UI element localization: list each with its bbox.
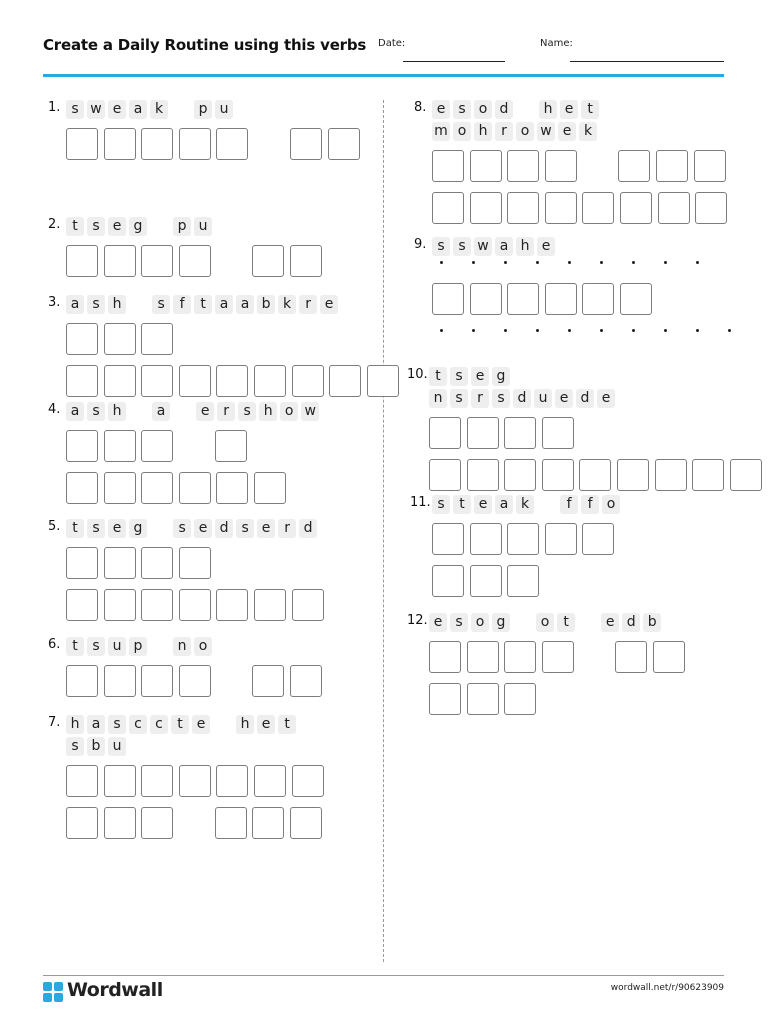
letter-tile: u — [534, 389, 552, 408]
answer-box[interactable] — [582, 283, 614, 315]
answer-box[interactable] — [545, 150, 577, 182]
answer-box[interactable] — [66, 547, 98, 579]
answer-box[interactable] — [467, 683, 499, 715]
answer-box[interactable] — [470, 523, 502, 555]
letter-tile: u — [108, 737, 126, 756]
answer-box[interactable] — [470, 192, 502, 224]
letter-tile: s — [492, 389, 510, 408]
answer-box[interactable] — [141, 430, 173, 462]
letter-tile: t — [581, 100, 599, 119]
letter-tile: o — [194, 637, 212, 656]
question-number: 2. — [48, 217, 61, 232]
letter-tile: s — [173, 519, 191, 538]
letter-tile: f — [581, 495, 599, 514]
answer-box[interactable] — [429, 417, 461, 449]
answer-box[interactable] — [504, 641, 536, 673]
answer-box[interactable] — [507, 283, 539, 315]
answer-box[interactable] — [66, 323, 98, 355]
answer-box[interactable] — [290, 245, 322, 277]
letter-tile: w — [301, 402, 319, 421]
letter-tile: h — [108, 402, 126, 421]
letter-tile: t — [453, 495, 471, 514]
answer-box[interactable] — [579, 459, 611, 491]
letter-tile: h — [259, 402, 277, 421]
letter-tile: e — [537, 237, 555, 256]
answer-box[interactable] — [290, 807, 322, 839]
answer-box[interactable] — [432, 192, 464, 224]
column-divider — [383, 100, 384, 962]
letter-tile: s — [87, 217, 105, 236]
letter-tile: e — [601, 613, 619, 632]
letter-tile: e — [257, 519, 275, 538]
letter-tile: p — [129, 637, 147, 656]
page-title: Create a Daily Routine using this verbs — [43, 36, 367, 54]
letter-tile: d — [215, 519, 233, 538]
name-label: Name: — [540, 38, 573, 49]
letter-tile: e — [429, 613, 447, 632]
answer-box[interactable] — [66, 430, 98, 462]
footer-url: wordwall.net/r/90623909 — [610, 983, 724, 993]
answer-box[interactable] — [141, 589, 173, 621]
letter-tile: b — [87, 737, 105, 756]
letter-tile: d — [622, 613, 640, 632]
answer-box[interactable] — [104, 547, 136, 579]
answer-box[interactable] — [290, 665, 322, 697]
question-number: 8. — [414, 100, 427, 115]
letter-tile: s — [450, 613, 468, 632]
answer-box[interactable] — [470, 283, 502, 315]
letter-tile: s — [87, 637, 105, 656]
letter-tile: u — [215, 100, 233, 119]
answer-box[interactable] — [179, 472, 211, 504]
letter-tile: w — [474, 237, 492, 256]
letter-tile: s — [432, 237, 450, 256]
answer-box[interactable] — [329, 365, 361, 397]
letter-tile: k — [516, 495, 534, 514]
letter-tile: e — [560, 100, 578, 119]
answer-box[interactable] — [467, 417, 499, 449]
letter-tile: t — [66, 519, 84, 538]
answer-box[interactable] — [179, 245, 211, 277]
answer-box[interactable] — [429, 459, 461, 491]
answer-box[interactable] — [66, 128, 98, 160]
letter-tile: b — [643, 613, 661, 632]
letter-tile: t — [278, 715, 296, 734]
answer-box[interactable] — [215, 807, 247, 839]
letter-tile: e — [192, 715, 210, 734]
answer-box[interactable] — [216, 589, 248, 621]
answer-box[interactable] — [216, 765, 248, 797]
answer-box[interactable] — [432, 150, 464, 182]
question-number: 12. — [407, 613, 428, 628]
answer-box[interactable] — [104, 430, 136, 462]
answer-box[interactable] — [507, 192, 539, 224]
letter-tile: e — [558, 122, 576, 141]
letter-tile: t — [429, 367, 447, 386]
answer-box[interactable] — [141, 128, 173, 160]
letter-tile: e — [257, 715, 275, 734]
letter-tile: o — [471, 613, 489, 632]
letter-tile: u — [108, 637, 126, 656]
letter-tile: t — [66, 217, 84, 236]
answer-box[interactable] — [432, 283, 464, 315]
answer-box[interactable] — [292, 365, 324, 397]
answer-box[interactable] — [254, 765, 286, 797]
answer-box[interactable] — [658, 192, 690, 224]
letter-tile: s — [432, 495, 450, 514]
answer-box[interactable] — [141, 665, 173, 697]
letter-tile: n — [173, 637, 191, 656]
answer-box[interactable] — [141, 323, 173, 355]
question-number: 6. — [48, 637, 61, 652]
letter-tile: r — [299, 295, 317, 314]
letter-tile: t — [557, 613, 575, 632]
answer-box[interactable] — [730, 459, 762, 491]
letter-tile: h — [236, 715, 254, 734]
answer-box[interactable] — [179, 365, 211, 397]
answer-box[interactable] — [104, 365, 136, 397]
letter-tile: h — [516, 237, 534, 256]
answer-box[interactable] — [617, 459, 649, 491]
answer-box[interactable] — [582, 523, 614, 555]
letter-tile: o — [536, 613, 554, 632]
answer-box[interactable] — [656, 150, 688, 182]
letter-tile: k — [579, 122, 597, 141]
letter-tile: n — [429, 389, 447, 408]
letter-tile: e — [108, 100, 126, 119]
letter-tile: s — [108, 715, 126, 734]
answer-box[interactable] — [104, 589, 136, 621]
letter-tile: a — [66, 402, 84, 421]
answer-box[interactable] — [141, 472, 173, 504]
letter-tile: d — [495, 100, 513, 119]
answer-box[interactable] — [141, 765, 173, 797]
answer-box[interactable] — [328, 128, 360, 160]
letter-tile: s — [453, 100, 471, 119]
answer-box[interactable] — [695, 192, 727, 224]
answer-box[interactable] — [141, 547, 173, 579]
answer-box[interactable] — [620, 283, 652, 315]
answer-box[interactable] — [467, 459, 499, 491]
answer-box[interactable] — [252, 807, 284, 839]
letter-tile: k — [150, 100, 168, 119]
letter-tile: g — [129, 217, 147, 236]
letter-tile: s — [238, 402, 256, 421]
answer-box[interactable] — [179, 547, 211, 579]
date-field-line[interactable] — [403, 61, 505, 62]
answer-box[interactable] — [254, 365, 286, 397]
answer-box[interactable] — [216, 472, 248, 504]
letter-tile: g — [129, 519, 147, 538]
letter-tile: h — [108, 295, 126, 314]
letter-tile: r — [217, 402, 235, 421]
letter-tile: r — [471, 389, 489, 408]
answer-box[interactable] — [582, 192, 614, 224]
answer-box[interactable] — [504, 417, 536, 449]
letter-tile: a — [129, 100, 147, 119]
letter-tile: s — [236, 519, 254, 538]
answer-box[interactable] — [504, 683, 536, 715]
answer-box[interactable] — [545, 192, 577, 224]
letter-tile: p — [173, 217, 191, 236]
answer-box[interactable] — [179, 589, 211, 621]
answer-box[interactable] — [615, 641, 647, 673]
answer-box[interactable] — [620, 192, 652, 224]
letter-tile: s — [450, 389, 468, 408]
letter-tile: e — [555, 389, 573, 408]
answer-box[interactable] — [104, 765, 136, 797]
question-number: 10. — [407, 367, 428, 382]
answer-box[interactable] — [179, 665, 211, 697]
answer-box[interactable] — [252, 245, 284, 277]
answer-box[interactable] — [104, 807, 136, 839]
answer-box[interactable] — [141, 807, 173, 839]
letter-tile: o — [453, 122, 471, 141]
answer-box[interactable] — [141, 245, 173, 277]
question-number: 5. — [48, 519, 61, 534]
letter-tile: a — [495, 495, 513, 514]
letter-tile: s — [87, 295, 105, 314]
answer-box[interactable] — [104, 128, 136, 160]
answer-box[interactable] — [504, 459, 536, 491]
letter-tile: e — [471, 367, 489, 386]
answer-box[interactable] — [542, 641, 574, 673]
answer-box[interactable] — [66, 807, 98, 839]
brand-name: Wordwall — [67, 979, 163, 1001]
answer-box[interactable] — [66, 589, 98, 621]
date-label: Date: — [378, 38, 406, 49]
letter-tile: a — [152, 402, 170, 421]
question-number: 3. — [48, 295, 61, 310]
answer-box[interactable] — [507, 150, 539, 182]
answer-box[interactable] — [252, 665, 284, 697]
letter-tile: t — [66, 637, 84, 656]
answer-box[interactable] — [367, 365, 399, 397]
letter-tile: p — [194, 100, 212, 119]
letter-tile: h — [66, 715, 84, 734]
answer-box[interactable] — [179, 128, 211, 160]
answer-box[interactable] — [692, 459, 724, 491]
letter-tile: r — [278, 519, 296, 538]
letter-tile: s — [450, 367, 468, 386]
letter-tile: s — [66, 100, 84, 119]
letter-tile: a — [66, 295, 84, 314]
answer-box[interactable] — [66, 472, 98, 504]
answer-box[interactable] — [507, 523, 539, 555]
letter-tile: o — [280, 402, 298, 421]
name-field-line[interactable] — [570, 61, 724, 62]
answer-box[interactable] — [653, 641, 685, 673]
answer-box[interactable] — [429, 683, 461, 715]
letter-tile: h — [539, 100, 557, 119]
letter-tile: e — [196, 402, 214, 421]
header-rule — [43, 74, 724, 77]
letter-tile: d — [513, 389, 531, 408]
answer-box[interactable] — [104, 245, 136, 277]
letter-tile: e — [108, 217, 126, 236]
letter-tile: a — [236, 295, 254, 314]
wordwall-logo-icon — [43, 982, 63, 1002]
question-number: 1. — [48, 100, 61, 115]
letter-tile: t — [171, 715, 189, 734]
letter-tile: c — [150, 715, 168, 734]
answer-box[interactable] — [545, 283, 577, 315]
answer-box[interactable] — [66, 245, 98, 277]
letter-tile: s — [66, 737, 84, 756]
answer-box[interactable] — [429, 641, 461, 673]
answer-box[interactable] — [216, 365, 248, 397]
letter-tile: t — [194, 295, 212, 314]
letter-tile: e — [597, 389, 615, 408]
answer-box[interactable] — [141, 365, 173, 397]
answer-box[interactable] — [179, 765, 211, 797]
answer-box[interactable] — [467, 641, 499, 673]
footer-rule — [43, 975, 724, 976]
worksheet-header — [43, 0, 724, 80]
letter-tile: e — [108, 519, 126, 538]
letter-tile: e — [474, 495, 492, 514]
answer-box[interactable] — [655, 459, 687, 491]
answer-box[interactable] — [470, 150, 502, 182]
letter-tile: d — [299, 519, 317, 538]
question-number: 9. — [414, 237, 427, 252]
letter-tile: s — [87, 402, 105, 421]
letter-tile: g — [492, 613, 510, 632]
letter-tile: f — [173, 295, 191, 314]
question-number: 7. — [48, 715, 61, 730]
answer-box[interactable] — [66, 665, 98, 697]
letter-tile: w — [87, 100, 105, 119]
letter-tile: a — [495, 237, 513, 256]
answer-box[interactable] — [254, 472, 286, 504]
letter-tile: w — [537, 122, 555, 141]
answer-box[interactable] — [432, 523, 464, 555]
answer-box[interactable] — [215, 430, 247, 462]
question-number: 11. — [410, 495, 431, 510]
letter-tile: e — [320, 295, 338, 314]
letter-tile: o — [474, 100, 492, 119]
letter-tile: r — [495, 122, 513, 141]
letter-tile: g — [492, 367, 510, 386]
answer-box[interactable] — [254, 589, 286, 621]
answer-box[interactable] — [104, 323, 136, 355]
letter-tile: c — [129, 715, 147, 734]
answer-box[interactable] — [104, 472, 136, 504]
answer-box[interactable] — [292, 589, 324, 621]
letter-tile: b — [257, 295, 275, 314]
letter-tile: o — [602, 495, 620, 514]
letter-tile: e — [432, 100, 450, 119]
letter-tile: a — [87, 715, 105, 734]
letter-tile: u — [194, 217, 212, 236]
answer-box[interactable] — [432, 565, 464, 597]
answer-box[interactable] — [216, 128, 248, 160]
letter-tile: k — [278, 295, 296, 314]
letter-tile: f — [560, 495, 578, 514]
answer-box[interactable] — [507, 565, 539, 597]
letter-tile: m — [432, 122, 450, 141]
letter-tile: s — [87, 519, 105, 538]
answer-box[interactable] — [66, 365, 98, 397]
answer-box[interactable] — [542, 417, 574, 449]
letter-tile: o — [516, 122, 534, 141]
answer-box[interactable] — [694, 150, 726, 182]
answer-box[interactable] — [290, 128, 322, 160]
letter-tile: s — [453, 237, 471, 256]
letter-tile: h — [474, 122, 492, 141]
letter-tile: a — [215, 295, 233, 314]
answer-box[interactable] — [618, 150, 650, 182]
letter-tile: s — [152, 295, 170, 314]
answer-box[interactable] — [66, 765, 98, 797]
answer-box[interactable] — [104, 665, 136, 697]
letter-tile: e — [194, 519, 212, 538]
answer-box[interactable] — [292, 765, 324, 797]
answer-box[interactable] — [542, 459, 574, 491]
answer-box[interactable] — [470, 565, 502, 597]
letter-tile: d — [576, 389, 594, 408]
answer-box[interactable] — [545, 523, 577, 555]
question-number: 4. — [48, 402, 61, 417]
